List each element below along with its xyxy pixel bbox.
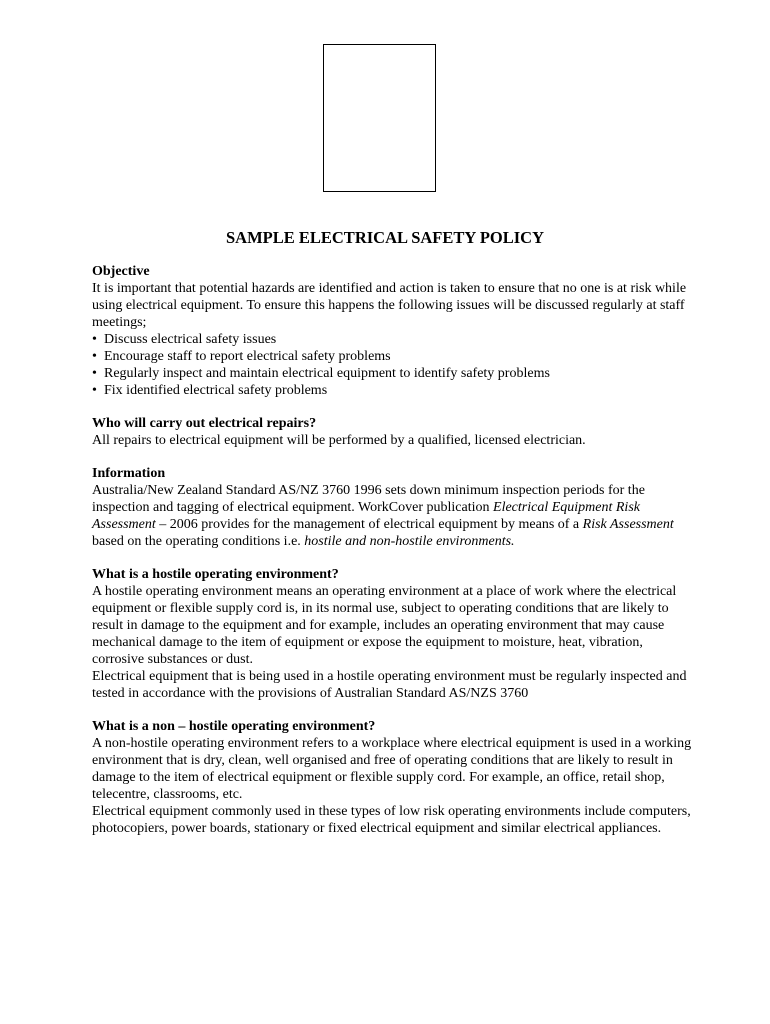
non-hostile-heading: What is a non – hostile operating environment? bbox=[92, 719, 376, 734]
environments-term: hostile and non-hostile environments. bbox=[304, 534, 515, 549]
bullet-icon: • bbox=[92, 383, 97, 398]
risk-assessment-term: Risk Assessment bbox=[582, 517, 674, 532]
bullet-icon: • bbox=[92, 332, 97, 347]
repairs-text: All repairs to electrical equipment will be performed by a qualified, licensed electrician. bbox=[92, 433, 586, 448]
hostile-paragraph-1: A hostile operating environment means an operating environment at a place of work where the electrical equipment or flexible supply cord is, in its normal use, subject to operating conditions that are likely to result in damage to the equipment and for example, includes an operating environment that may cause mechanical damage to the item of equipment or expose the equipment to moisture, heat, vibration, corrosive substances or dust. bbox=[92, 584, 677, 667]
list-item: • Discuss electrical safety issues bbox=[92, 332, 277, 347]
document-title: SAMPLE ELECTRICAL SAFETY POLICY bbox=[226, 228, 544, 247]
bullet-icon: • bbox=[92, 349, 97, 364]
non-hostile-paragraph-2: Electrical equipment commonly used in these types of low risk operating environments include computers, photocopiers, power boards, stationary or fixed electrical equipment and similar electrical appliances. bbox=[92, 804, 691, 836]
hostile-paragraph-2: Electrical equipment that is being used in a hostile operating environment must be regularly inspected and tested in accordance with the provisions of Australian Standard AS/NZS 3760 bbox=[92, 669, 687, 701]
list-item: • Fix identified electrical safety problems bbox=[92, 383, 328, 398]
list-item: • Encourage staff to report electrical safety problems bbox=[92, 349, 391, 364]
list-item: • Regularly inspect and maintain electrical equipment to identify safety problems bbox=[92, 366, 550, 381]
information-heading: Information bbox=[92, 466, 166, 481]
publication-title: Electrical Equipment Risk Assessment bbox=[92, 500, 640, 532]
information-text: Australia/New Zealand Standard AS/NZ 3760 1996 sets down minimum inspection periods for the inspection and tagging of electrical equipment. WorkCover publication Electrical Equipment Risk Assessment – 2006 provides for the management of electrical equipment by means of a Risk Assessment based on the operating conditions i.e. hostile and non-hostile environments. bbox=[92, 483, 674, 549]
non-hostile-paragraph-1: A non-hostile operating environment refers to a workplace where electrical equipment is used in a working environment that is dry, clean, well organised and free of operating conditions that are likely to result in damage to the item of electrical equipment or flexible supply cord. For example, an office, retail shop, telecentre, classrooms, etc. bbox=[92, 736, 692, 802]
information-section bbox=[92, 465, 692, 550]
logo-placeholder-box bbox=[323, 44, 436, 192]
objective-bullet-list bbox=[92, 331, 692, 399]
hostile-heading: What is a hostile operating environment? bbox=[92, 567, 339, 582]
bullet-icon: • bbox=[92, 366, 97, 381]
hostile-section bbox=[92, 566, 692, 702]
repairs-heading: Who will carry out electrical repairs? bbox=[92, 416, 317, 431]
objective-heading: Objective bbox=[92, 264, 150, 279]
repairs-section bbox=[92, 415, 692, 449]
objective-intro: It is important that potential hazards are identified and action is taken to ensure that no one is at risk while using electrical equipment. To ensure this happens the following issues will be discussed regularly at staff meetings; bbox=[92, 281, 687, 330]
non-hostile-section bbox=[92, 718, 692, 837]
objective-section bbox=[92, 263, 692, 399]
document-body bbox=[92, 263, 692, 853]
